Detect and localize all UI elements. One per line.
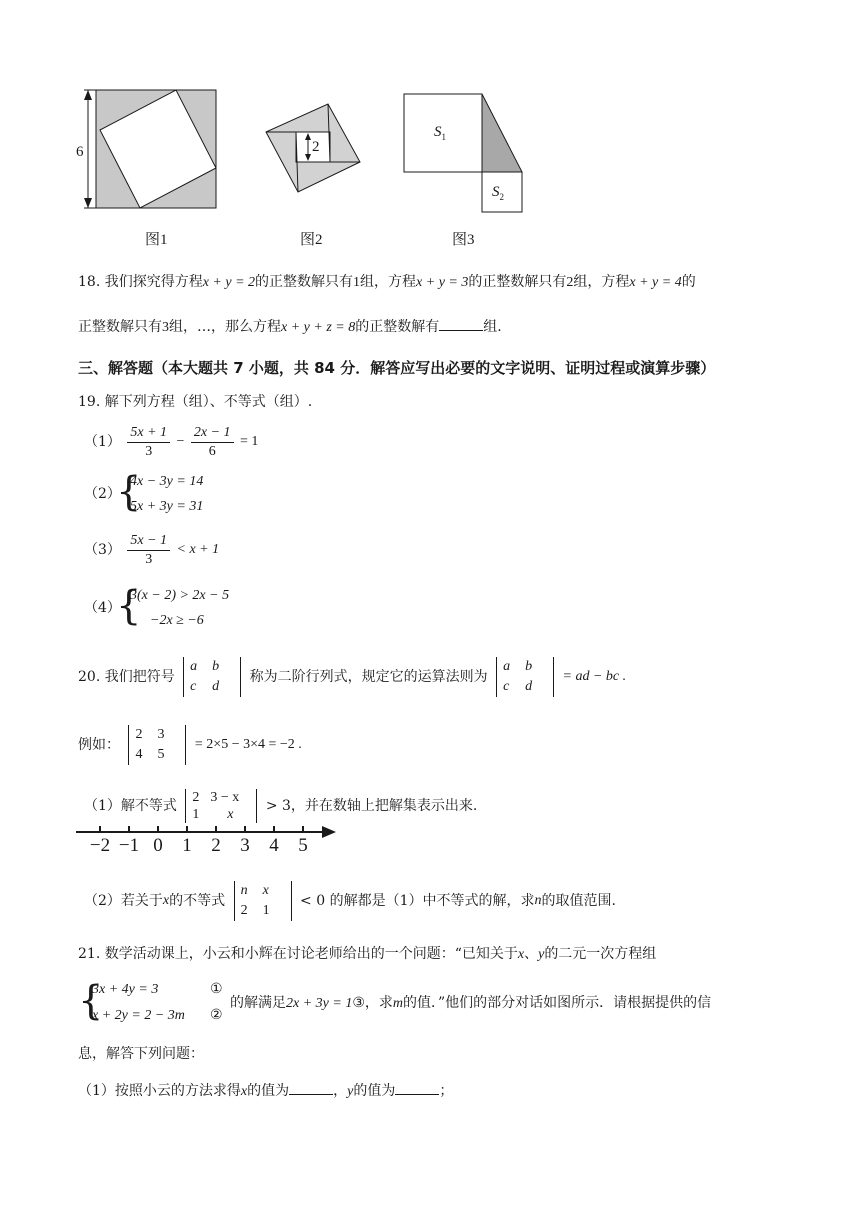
figure-2-inner-label: 2 bbox=[312, 139, 320, 155]
answer-blank-x[interactable] bbox=[289, 1080, 333, 1095]
left-brace: { bbox=[78, 978, 104, 1024]
number-line-tick-label: −1 bbox=[118, 835, 140, 856]
question-20-part-1: （1）解不等式 2 3 − x 1 x > 3，并在数轴上把解集表示出来. bbox=[84, 790, 478, 822]
figure-1-side-label: 6 bbox=[76, 144, 84, 160]
question-19-part-2: （2） { 4x − 3y = 14 5x + 3y = 31 bbox=[84, 469, 204, 515]
question-21-part-1: （1）按照小云的方法求得x的值为 ，y的值为 ； bbox=[78, 1080, 453, 1102]
question-20-example: 例如： 2 3 4 5 = 2×5 − 3×4 = −2 . bbox=[78, 722, 302, 768]
number-line-tick-label: 5 bbox=[298, 835, 308, 856]
number-line-tick-label: 2 bbox=[211, 835, 221, 856]
number-line-tick-label: 0 bbox=[153, 835, 163, 856]
number-line-tick bbox=[302, 826, 304, 832]
number-line-tick bbox=[215, 826, 217, 832]
figure-3 bbox=[400, 90, 530, 214]
fraction: $\frac{2x - 1}{6}$ bbox=[191, 424, 234, 461]
number-line-tick-label: −2 bbox=[89, 835, 111, 856]
number-line-tick bbox=[128, 826, 130, 832]
answer-blank[interactable] bbox=[439, 316, 483, 331]
determinant: a b c d bbox=[183, 657, 241, 697]
question-18-line-1: 18. 我们探究得方程x + y = 2的正整数解只有1组，方程x + y = 3的正整数解只有2组，方程x + y = 4的 bbox=[78, 274, 696, 290]
question-21-line-1: 21. 数学活动课上，小云和小辉在讨论老师给出的一个问题：“已知关于x、y的二元一次方程组 bbox=[78, 946, 657, 962]
question-19-part-1: （1） $\frac{5x + 1}{3}$ − $\frac{2x - 1}{6}$ = 1 bbox=[84, 424, 259, 459]
question-20-line-1: 20. 我们把符号 a b c d 称为二阶行列式，规定它的运算法则为 a b c d = ad − bc . bbox=[78, 654, 626, 700]
question-21-line-3: 息，解答下列问题： bbox=[78, 1046, 204, 1062]
question-19-intro: 19. 解下列方程（组）、不等式（组）. bbox=[78, 394, 313, 410]
determinant: n x 2 1 bbox=[234, 881, 292, 921]
determinant: 2 3 − x 1 x bbox=[185, 789, 257, 823]
determinant: 2 3 4 5 bbox=[128, 725, 186, 765]
question-21-line-2: 的解满足2x + 3y = 1③，求m的值．”他们的部分对话如图所示．请根据提供的信 bbox=[230, 995, 712, 1011]
figure-3-s2-label: $S_2$ bbox=[492, 184, 504, 202]
left-brace: { bbox=[116, 583, 142, 629]
answer-blank-y[interactable] bbox=[395, 1080, 439, 1095]
number-line-tick bbox=[157, 826, 159, 832]
question-19-part-4: （4） { 3(x − 2) > 2x − 5 −2x ≥ −6 bbox=[84, 583, 230, 629]
section-3-heading: 三、解答题（本大题共 7 小题，共 84 分．解答应写出必要的文字说明、证明过程或演算步骤） bbox=[78, 359, 716, 377]
number-line-tick bbox=[186, 826, 188, 832]
fraction: $\frac{5x + 1}{3}$ bbox=[127, 424, 170, 461]
figure-1-caption: 图1 bbox=[145, 232, 168, 248]
figure-1 bbox=[70, 86, 230, 214]
question-21-system: { 3x + 4y = 3 ① x + 2y = 2 − 3m ② bbox=[78, 978, 223, 1024]
figure-3-s1-label: $S_1$ bbox=[434, 124, 446, 142]
left-brace: { bbox=[116, 469, 142, 515]
figure-3-caption: 图3 bbox=[452, 232, 475, 248]
number-line-tick bbox=[99, 826, 101, 832]
fraction: $\frac{5x - 1}{3}$ bbox=[127, 532, 170, 569]
question-18-line-2: 正整数解只有3组，…，那么方程x + y + z = 8的正整数解有 组. bbox=[78, 316, 502, 338]
question-20-part-2: （2）若关于x的不等式 n x 2 1 < 0 的解都是（1）中不等式的解，求n的取值范围. bbox=[84, 878, 616, 924]
number-line-tick bbox=[273, 826, 275, 832]
number-line-tick-label: 1 bbox=[182, 835, 192, 856]
number-line-tick-label: 3 bbox=[240, 835, 250, 856]
question-19-part-3: （3） $\frac{5x - 1}{3}$ < x + 1 bbox=[84, 532, 220, 567]
determinant: a b c d bbox=[496, 657, 554, 697]
figure-2-caption: 图2 bbox=[300, 232, 323, 248]
number-line-tick bbox=[244, 826, 246, 832]
number-line-tick-label: 4 bbox=[269, 835, 279, 856]
